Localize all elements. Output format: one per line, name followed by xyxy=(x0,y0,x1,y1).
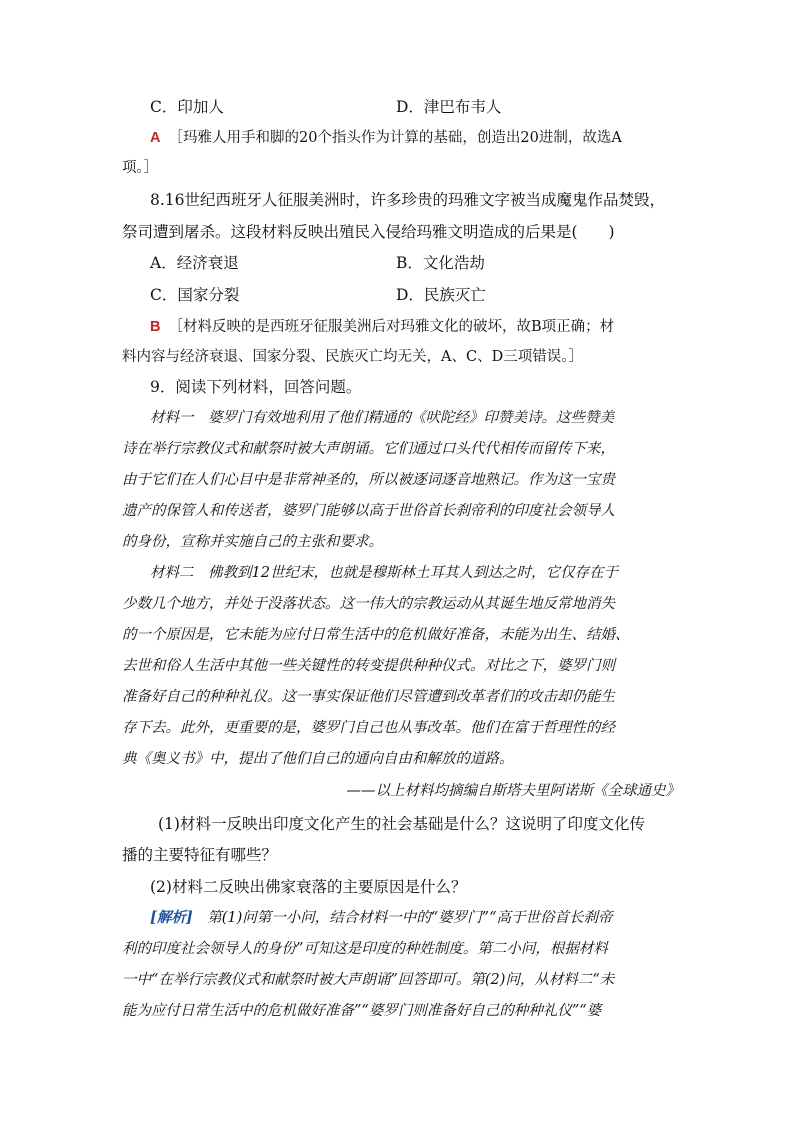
q7-option-c: C．印加人 xyxy=(150,98,224,116)
q9-material2-line: 去世和俗人生活中其他一些关键性的转变提供种种仪式。对比之下，婆罗门则 xyxy=(122,658,615,674)
q9-sub1-line-1: (1)材料一反映出印度文化产生的社会基础是什么？这说明了印度文化传 xyxy=(158,815,645,833)
q9-source: ——以上材料均摘编自斯塔夫里阿诺斯《全球通史》 xyxy=(346,783,680,799)
q9-material2-line: 的一个原因是，它未能为应付日常生活中的危机做好准备，未能为出生、结婚、 xyxy=(122,627,630,643)
q9-analysis-line-1 xyxy=(150,907,680,929)
q9-material1-line: 的身份，宣称并实施自己的主张和要求。 xyxy=(122,534,383,550)
q8-option-b: B．文化浩劫 xyxy=(396,254,485,272)
q9-sub2: (2)材料二反映出佛家衰落的主要原因是什么？ xyxy=(150,878,467,896)
q9-material1-line: 由于它们在人们心目中是非常神圣的，所以被逐词逐音地熟记。作为这一宝贵 xyxy=(122,472,615,488)
analysis-label: [解析] xyxy=(150,909,193,926)
q9-analysis-line: 一中“在举行宗教仪式和献祭时被大声朗诵”回答即可。第(2)问，从材料二“未 xyxy=(122,972,615,988)
q7-answer-letter: A xyxy=(150,130,161,146)
q9-sub1-line-2: 播的主要特征有哪些？ xyxy=(122,846,278,864)
q8-option-a: A．经济衰退 xyxy=(150,254,239,272)
q9-material2-line: 典《奥义书》中，提出了他们自己的通向自由和解放的道路。 xyxy=(122,751,514,767)
q8-stem-line-1: 8.16世纪西班牙人征服美洲时，许多珍贵的玛雅文字被当成魔鬼作品焚毁， xyxy=(150,191,666,209)
q8-option-c: C．国家分裂 xyxy=(150,286,240,304)
q9-analysis-line: 能为应付日常生活中的危机做好准备”“婆罗门则准备好自己的种种礼仪”“婆 xyxy=(122,1003,602,1019)
q9-material2-line: 少数几个地方，并处于没落状态。这一伟大的宗教运动从其诞生地反常地消失 xyxy=(122,596,615,612)
q8-option-d: D．民族灭亡 xyxy=(396,286,486,304)
q8-answer-text-1: ［材料反映的是西班牙征服美洲后对玛雅文化的破坏，故B项正确；材 xyxy=(168,319,615,335)
q8-answer-line-1 xyxy=(150,316,680,338)
q9-material2-line: 准备好自己的种种礼仪。这一事实保证他们尽管遭到改革者们的攻击却仍能生 xyxy=(122,689,615,705)
q8-stem-line-2: 祭司遭到屠杀。这段材料反映出殖民入侵给玛雅文明造成的后果是( ) xyxy=(122,223,615,241)
q9-material2-line: 存下去。此外，更重要的是，婆罗门自己也从事改革。他们在富于哲理性的经 xyxy=(122,720,615,736)
q7-answer-text-1: ［玛雅人用手和脚的20个指头作为计算的基础，创造出20进制，故选A xyxy=(168,130,622,146)
q9-stem: 9．阅读下列材料，回答问题。 xyxy=(150,378,362,396)
q9-analysis-line: 利的印度社会领导人的身份”可知这是印度的种姓制度。第二小问，根据材料 xyxy=(122,941,608,957)
q7-answer-line-2: 项。］ xyxy=(122,160,159,176)
q7-option-d: D．津巴布韦人 xyxy=(396,98,502,116)
q9-material1-line: 材料一 婆罗门有效地利用了他们精通的《吠陀经》印赞美诗。这些赞美 xyxy=(150,410,614,426)
q9-material2-line: 材料二 佛教到12世纪末，也就是穆斯林土耳其人到达之时，它仅存在于 xyxy=(150,565,618,581)
q7-answer-line-1 xyxy=(150,127,680,149)
q8-answer-letter: B xyxy=(150,319,161,335)
q8-answer-line-2: 料内容与经济衰退、国家分裂、民族灭亡均无关，A、C、D三项错误。］ xyxy=(122,349,583,365)
q9-material1-line: 诗在举行宗教仪式和献祭时被大声朗诵。它们通过口头代代相传而留传下来， xyxy=(122,441,615,457)
q9-material1-line: 遗产的保管人和传送者，婆罗门能够以高于世俗首长刹帝利的印度社会领导人 xyxy=(122,503,615,519)
analysis-text: 第(1)问第一小问，结合材料一中的“婆罗门”“高于世俗首长刹帝 xyxy=(192,910,613,926)
